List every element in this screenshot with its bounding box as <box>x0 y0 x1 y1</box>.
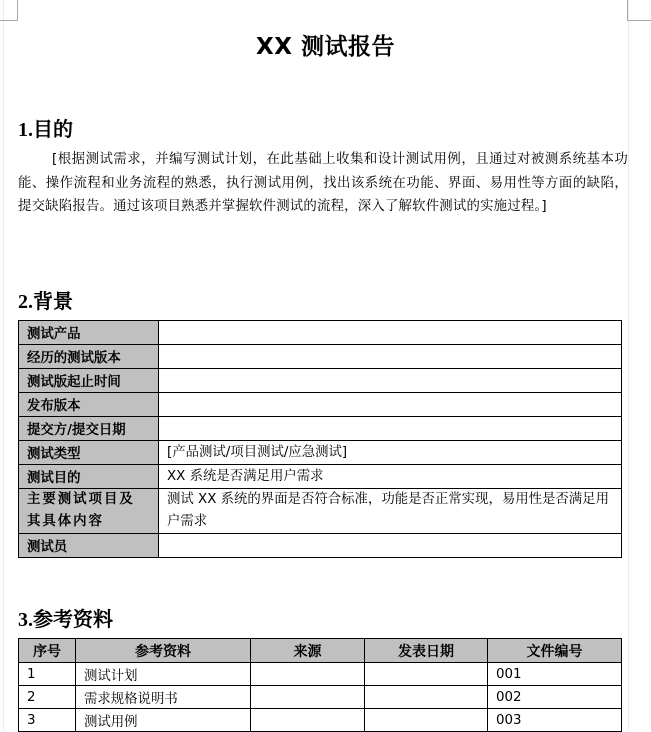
page-edge-right <box>628 0 629 731</box>
column-header: 来源 <box>251 639 365 663</box>
table-row <box>19 369 622 393</box>
table-row <box>19 465 622 489</box>
cell-index[interactable]: 1 <box>19 663 76 686</box>
section-heading-references: 3.参考资料 <box>18 609 113 631</box>
cell-date[interactable] <box>365 663 488 686</box>
row-value[interactable]: XX 系统是否满足用户需求 <box>159 465 622 489</box>
row-label: 测试员 <box>19 534 159 558</box>
row-value[interactable] <box>159 369 622 393</box>
cell-doc-number[interactable]: 003 <box>488 709 622 732</box>
document-title: XX 测试报告 <box>256 34 395 60</box>
row-value[interactable] <box>159 417 622 441</box>
section-heading-purpose: 1.目的 <box>18 119 73 141</box>
table-row <box>19 393 622 417</box>
cell-source[interactable] <box>251 663 365 686</box>
purpose-paragraph: [根据测试需求，并编写测试计划，在此基础上收集和设计测试用例，且通过对被测系统基本功能、操作流程和业务流程的熟悉，执行测试用例，找出该系统在功能、界面、易用性等方面的缺陷，提交缺陷报告。通过该项目熟悉并掌握软件测试的流程，深入了解软件测试的实施过程。] <box>18 152 628 214</box>
row-label: 测试版起止时间 <box>19 369 159 393</box>
table-header-row <box>19 639 622 663</box>
cell-reference[interactable]: 测试计划 <box>76 663 251 686</box>
row-label: 经历的测试版本 <box>19 345 159 369</box>
margin-corner-mark-top-right <box>627 0 651 21</box>
column-header: 序号 <box>19 639 76 663</box>
margin-corner-mark-top-left <box>0 0 18 21</box>
row-label: 测试目的 <box>19 465 159 489</box>
row-label: 测试产品 <box>19 321 159 345</box>
cell-reference[interactable]: 测试用例 <box>76 709 251 732</box>
row-value[interactable] <box>159 393 622 417</box>
cell-index[interactable]: 3 <box>19 709 76 732</box>
row-value[interactable]: 测试 XX 系统的界面是否符合标准，功能是否正常实现，易用性是否满足用户需求 <box>159 489 622 534</box>
table-row <box>19 489 622 534</box>
row-value[interactable] <box>159 321 622 345</box>
table-row <box>19 534 622 558</box>
references-table <box>18 638 622 732</box>
row-value[interactable] <box>159 534 622 558</box>
row-label: 发布版本 <box>19 393 159 417</box>
table-row <box>19 345 622 369</box>
page-edge-left <box>3 0 4 731</box>
column-header: 文件编号 <box>488 639 622 663</box>
cell-source[interactable] <box>251 709 365 732</box>
section-heading-background: 2.背景 <box>18 291 73 313</box>
cell-date[interactable] <box>365 686 488 709</box>
cell-reference[interactable]: 需求规格说明书 <box>76 686 251 709</box>
cell-doc-number[interactable]: 001 <box>488 663 622 686</box>
table-row <box>19 321 622 345</box>
cell-source[interactable] <box>251 686 365 709</box>
cell-index[interactable]: 2 <box>19 686 76 709</box>
background-table <box>18 320 622 558</box>
table-row <box>19 709 622 732</box>
column-header: 发表日期 <box>365 639 488 663</box>
table-row <box>19 663 622 686</box>
cell-doc-number[interactable]: 002 <box>488 686 622 709</box>
row-value[interactable]: [产品测试/项目测试/应急测试] <box>159 441 622 465</box>
table-row <box>19 686 622 709</box>
table-row <box>19 441 622 465</box>
row-label: 测试类型 <box>19 441 159 465</box>
row-label: 主要测试项目及其具体内容 <box>19 489 159 534</box>
cell-date[interactable] <box>365 709 488 732</box>
table-row <box>19 417 622 441</box>
column-header: 参考资料 <box>76 639 251 663</box>
row-value[interactable] <box>159 345 622 369</box>
row-label: 提交方/提交日期 <box>19 417 159 441</box>
